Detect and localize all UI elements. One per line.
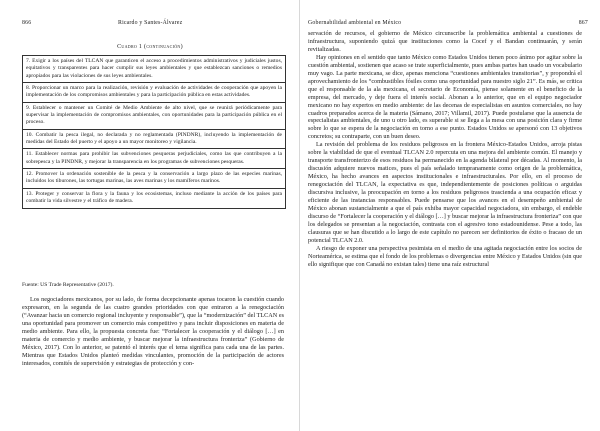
body-paragraph: Los negociadores mexicanos, por su lado, de forma decepcionante apenas tocaron la cuestión cuando expresaron, en la segunda de las cuatro grandes prioridades con que entraron a la renegociación (“Avanzar hacia un comercio regional incluyente y responsable”), que la “modernización” del TLCAN es una oportunidad para promover un comercio más competitivo y para incluir disposiciones en materia de medio ambiente. Para ello, la propuesta concreta fue: “Fortalecer la cooperación y el diálogo […] en materia de comercio y medio ambiente, y buscar mejorar la infraestructura fronteriza” (Gobierno de México, 2017). Con lo anterior, se patentó el interés que el tema significa para cada una de las partes. Mientras que Estados Unidos planteó medidas vinculantes, promoción de la participación de actores interesados, comités de supervisión y estrategias de protección y con- [22, 296, 284, 367]
table-source: Fuente: US Trade Representative (2017). [22, 282, 114, 288]
right-page [300, 0, 600, 431]
table-row: 13. Proteger y conservar la flora y la fauna y los ecosistemas, incluso mediante la acción de los países para combatir la vida silvestre y el tráfico de madera. [26, 190, 282, 205]
body-paragraph: servación de recursos, el gobierno de México circunscribe la problemática ambiental a cuestiones de infraestructura, suponiendo quizá que instituciones como la Cocef y el Bandan continuarán, y serán revitalizadas. [308, 30, 582, 53]
table-row: 11. Establecer normas para prohibir las subvenciones pesqueras perjudiciales, como las que contribuyen a la sobrepesca y la PINDNR, y mejorar la transparencia en los programas de subvenciones pesqueras. [23, 149, 285, 169]
body-paragraph: La revisión del problema de los residuos peligrosos en la frontera México-Estados Unidos, arroja pistas sobre la viabilidad de que el eventual TLCAN 2.0 repercuta en una mejora del ambiente común. El manejo y transporte transfronterizo de esos residuos ha permanecido en la agenda bilateral por décadas. Al momento, la discusión adquiere nuevos matices, pues el país señalado tempranamente como origen de la problemática, México, ha hecho avances en aspectos institucionales e infraestructurales. Por ello, en el proceso de renegociación del TLCAN, la expectativa es que, independientemente de posiciones políticas o arguidas discursiva inclusive, la preocupación en torno a los residuos peligrosos trascienda a una ocupación eficaz y eficiente de las instancias responsables. Puede pensarse que los avances en el desempeño ambiental de México abonan sustancialmente a que el país exhiba mayor capacidad negociadora, sin embargo, el endeble discurso de “Fortalecer la cooperación y el diálogo […] y buscar mejorar la infraestructura fronteriza” con que los delegados se presentan a la negociación, contrasta con el agresivo tono estadounidense. Pese a todo, las clausuras que se han discutido a lo largo de este capítulo no parecen ser definitorios de éxito o fracaso de un potencial TLCAN 2.0. [308, 141, 582, 244]
right-body-text [308, 30, 582, 269]
table-caption: Cuadro 1 (continuación) [117, 44, 183, 50]
left-page-number: 866 [22, 20, 32, 26]
body-paragraph: A riesgo de exponer una perspectiva pesimista en el medio de una agitada negociación entre los socios de Norteamérica, se estima que el fondo de los problemas o divergencias entre México y Estados Unidos (sin que ello signifique que con Canadá no existan tales) tiene una raíz estructural [308, 244, 582, 268]
table-row: 10. Combatir la pesca ilegal, no declarada y no reglamentada (PINDNR), incluyendo la implementación de medidas del Estado del puerto y el apoyo a un mayor monitoreo y vigilancia. [23, 130, 285, 150]
table-row: 8. Proporcionar un marco para la realización, revisión y evaluación de actividades de cooperación que apoyen la implementación de los compromisos ambientales y para la participación pública en estas actividades. [23, 83, 285, 103]
left-running-title: Ricardo y Santes-Álvarez [118, 20, 183, 26]
objectives-table [22, 55, 286, 209]
left-body-text [22, 296, 284, 368]
table-row: 12. Promover la ordenación sostenible de la pesca y la conservación a largo plazo de las especies marinas, incluidos los tiburones, las tortugas marinas, las aves marinas y los mamíferos marinos. [23, 169, 285, 189]
table-row: 7. Exigir a los países del TLCAN que garanticen el acceso a procedimientos administrativos y judiciales justos, equitativos y transparentes para hacer cumplir sus leyes ambientales y que establezcan sanciones o remedios apropiados para las violaciones de sus leyes ambientales. [23, 56, 285, 83]
table-row: 9. Establecer o mantener un Comité de Medio Ambiente de alto nivel, que se reunirá periódicamente para supervisar la implementación de compromisos ambientales, con oportunidades para la participación pública en el proceso. [23, 103, 285, 130]
right-running-title: Gobernabilidad ambiental en México [308, 20, 402, 26]
right-page-number: 867 [578, 20, 588, 26]
body-paragraph: Hay opiniones en el sentido que tanto México como Estados Unidos tienen poco ánimo por agitar sobre la cuestión ambiental, sostienen que acaso se trate superficialmente, pues ambas partes han usado un vocabulario muy vago. La parte mexicana, se dice, apenas menciona “cuestiones ambientales transitorias”, y propondrá el aprovechamiento de los “combustibles fósiles como una oportunidad para nuestro siglo 21”. Es más, se critica que el responsable de la ala mexicana, el secretario de Economía, piense solamente en el beneficio de la empresa, del mercado, y deje fuera el interés social. Abonan a lo anterior, que en el equipo negociador mexicano no hay expertos en medio ambiente: de las decenas de especialistas en asuntos comerciales, no hay cuadros preparados acerca de la materia (Sámano, 2017; Villamil, 2017). Puede postularse que la ausencia de especialistas ambientales, de uno u otro lado, es superable si se llega a la mesa con una posición clara y firme sobre lo que se espera de la negociación en torno a ese punto. Estados Unidos se apersonó con 13 objetivos concretos; su contraparte, con un buen deseo. [308, 53, 582, 141]
